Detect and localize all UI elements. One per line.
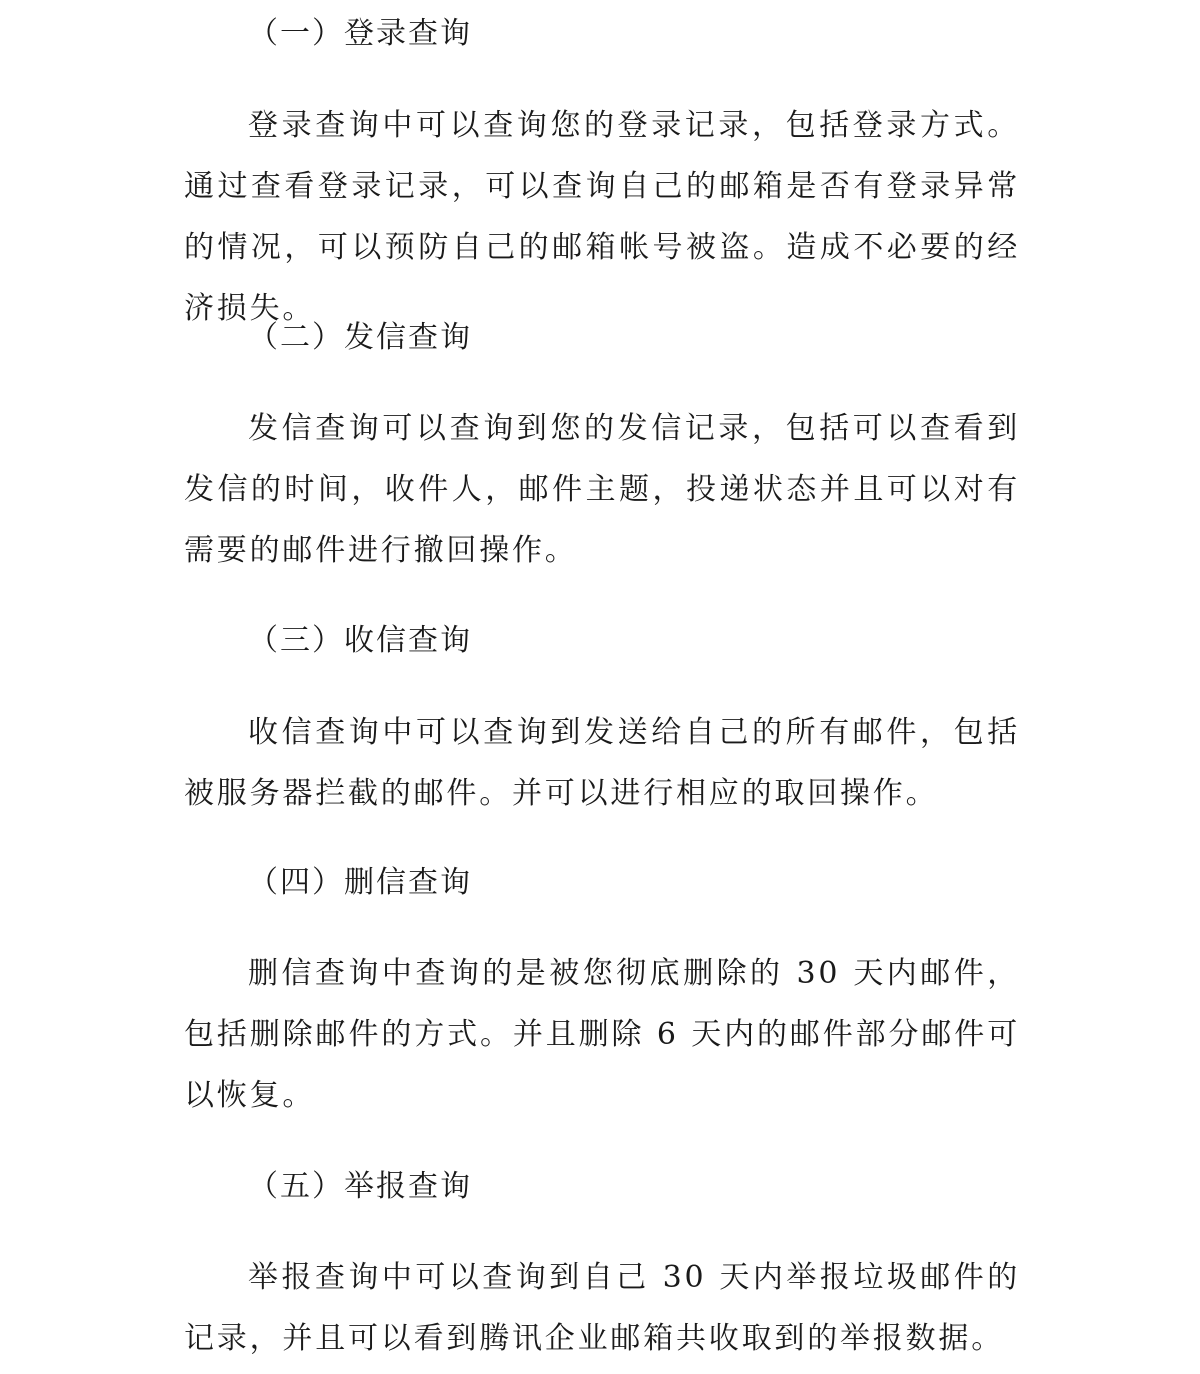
section-2-body: 发信查询可以查询到您的发信记录，包括可以查看到发信的时间，收件人，邮件主题，投递状态并且可以对有需要的邮件进行撤回操作。 <box>184 411 1020 568</box>
section-5-heading: （五）举报查询 <box>248 1169 472 1204</box>
section-2-heading: （二）发信查询 <box>248 320 472 355</box>
section-1-body: 登录查询中可以查询您的登录记录，包括登录方式。通过查看登录记录，可以查询自己的邮箱是否有登录异常的情况，可以预防自己的邮箱帐号被盗。造成不必要的经济损失。 <box>184 108 1020 326</box>
section-3-heading: （三）收信查询 <box>248 623 472 658</box>
section-4-heading: （四）删信查询 <box>248 865 472 900</box>
section-4-body: 删信查询中查询的是被您彻底删除的 30 天内邮件，包括删除邮件的方式。并且删除 6 天内的邮件部分邮件可以恢复。 <box>184 956 1020 1113</box>
section-5-body: 举报查询中可以查询到自己 30 天内举报垃圾邮件的记录，并且可以看到腾讯企业邮箱共收取到的举报数据。 <box>184 1260 1020 1356</box>
section-3-body: 收信查询中可以查询到发送给自己的所有邮件，包括被服务器拦截的邮件。并可以进行相应的取回操作。 <box>184 715 1020 811</box>
section-1-heading: （一）登录查询 <box>248 16 472 51</box>
